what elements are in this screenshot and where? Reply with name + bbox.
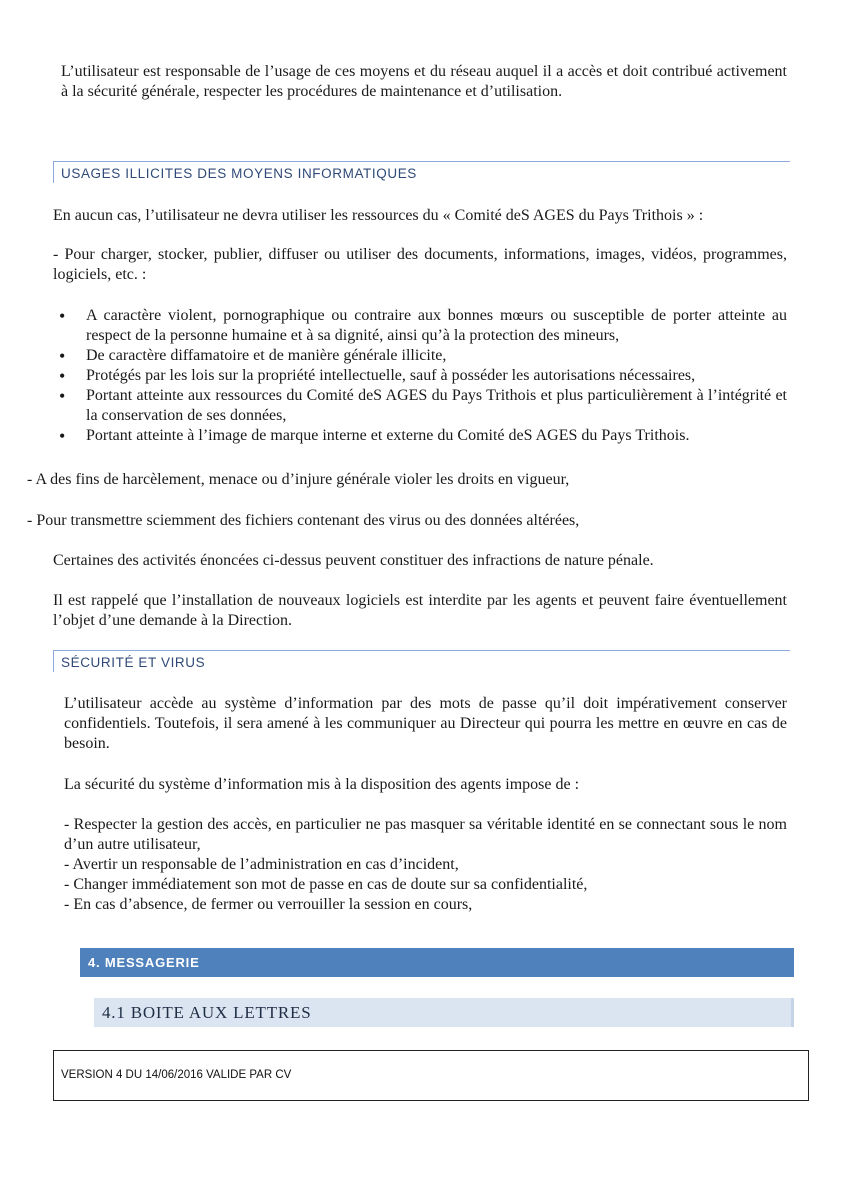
illicit-reminder: Il est rappelé que l’installation de nouveaux logiciels est interdite par les agents et peuvent faire éventuellement l’objet d’une demande à la Direction.: [53, 592, 787, 629]
list-item: - Respecter la gestion des accès, en particulier ne pas masquer sa véritable identité en se connectant sous le nom d’un autre utilisateur,: [64, 816, 787, 853]
illicit-lead-paragraph: En aucun cas, l’utilisateur ne devra utiliser les ressources du « Comité deS AGES du Pays Trithois » :: [53, 207, 704, 224]
illicit-sub-intro: - Pour charger, stocker, publier, diffuser ou utiliser des documents, informations, images, vidéos, programmes, logiciels, etc. :: [53, 246, 787, 283]
list-item: • A caractère violent, pornographique ou contraire aux bonnes mœurs ou susceptible de porter atteinte au respect de la personne humaine et à sa dignité, ainsi qu’à la protection des mineurs,: [56, 306, 787, 346]
list-item: - En cas d’absence, de fermer ou verrouiller la session en cours,: [64, 896, 473, 913]
list-item: - Changer immédiatement son mot de passe en cas de doute sur sa confidentialité,: [64, 876, 588, 893]
illicit-note: Certaines des activités énoncées ci-dessus peuvent constituer des infractions de nature pénale.: [53, 552, 654, 569]
section-heading-security: SÉCURITÉ ET VIRUS: [53, 650, 790, 672]
heading-messagerie: 4. MESSAGERIE: [80, 948, 794, 977]
list-item: • Portant atteinte aux ressources du Comité deS AGES du Pays Trithois et plus particulièrement à l’intégrité et la conservation de ses données,: [56, 386, 787, 426]
list-item: • De caractère diffamatoire et de manière générale illicite,: [56, 346, 787, 366]
security-rules-list: [64, 815, 787, 915]
illicit-bullet-list: [56, 306, 787, 446]
list-item: • Protégés par les lois sur la propriété intellectuelle, sauf à posséder les autorisations nécessaires,: [56, 366, 787, 386]
list-item: • Portant atteinte à l’image de marque interne et externe du Comité deS AGES du Pays Trithois.: [56, 426, 787, 446]
intro-paragraph: L’utilisateur est responsable de l’usage de ces moyens et du réseau auquel il a accès et doit contribué activement à la sécurité générale, respecter les procédures de maintenance et d’utilisation.: [61, 63, 787, 100]
section-heading-illicit-usage: USAGES ILLICITES DES MOYENS INFORMATIQUES: [53, 161, 790, 183]
illicit-dash-harassment: - A des fins de harcèlement, menace ou d’injure générale violer les droits en vigueur,: [27, 471, 570, 488]
security-paragraph-1: L’utilisateur accède au système d’information par des mots de passe qu’il doit impérativement conserver confidentiels. Toutefois, il sera amené à les communiquer au Directeur qui pourra les mettre en œuvre en cas de besoin.: [64, 695, 787, 752]
heading-boite-aux-lettres: 4.1 BOITE AUX LETTRES: [94, 998, 794, 1027]
page-footer: VERSION 4 DU 14/06/2016 VALIDE PAR CV: [53, 1050, 809, 1101]
illicit-dash-virus: - Pour transmettre sciemment des fichiers contenant des virus ou des données altérées,: [27, 512, 580, 529]
security-paragraph-2: La sécurité du système d’information mis à la disposition des agents impose de :: [64, 776, 580, 793]
list-item: - Avertir un responsable de l’administration en cas d’incident,: [64, 856, 459, 873]
